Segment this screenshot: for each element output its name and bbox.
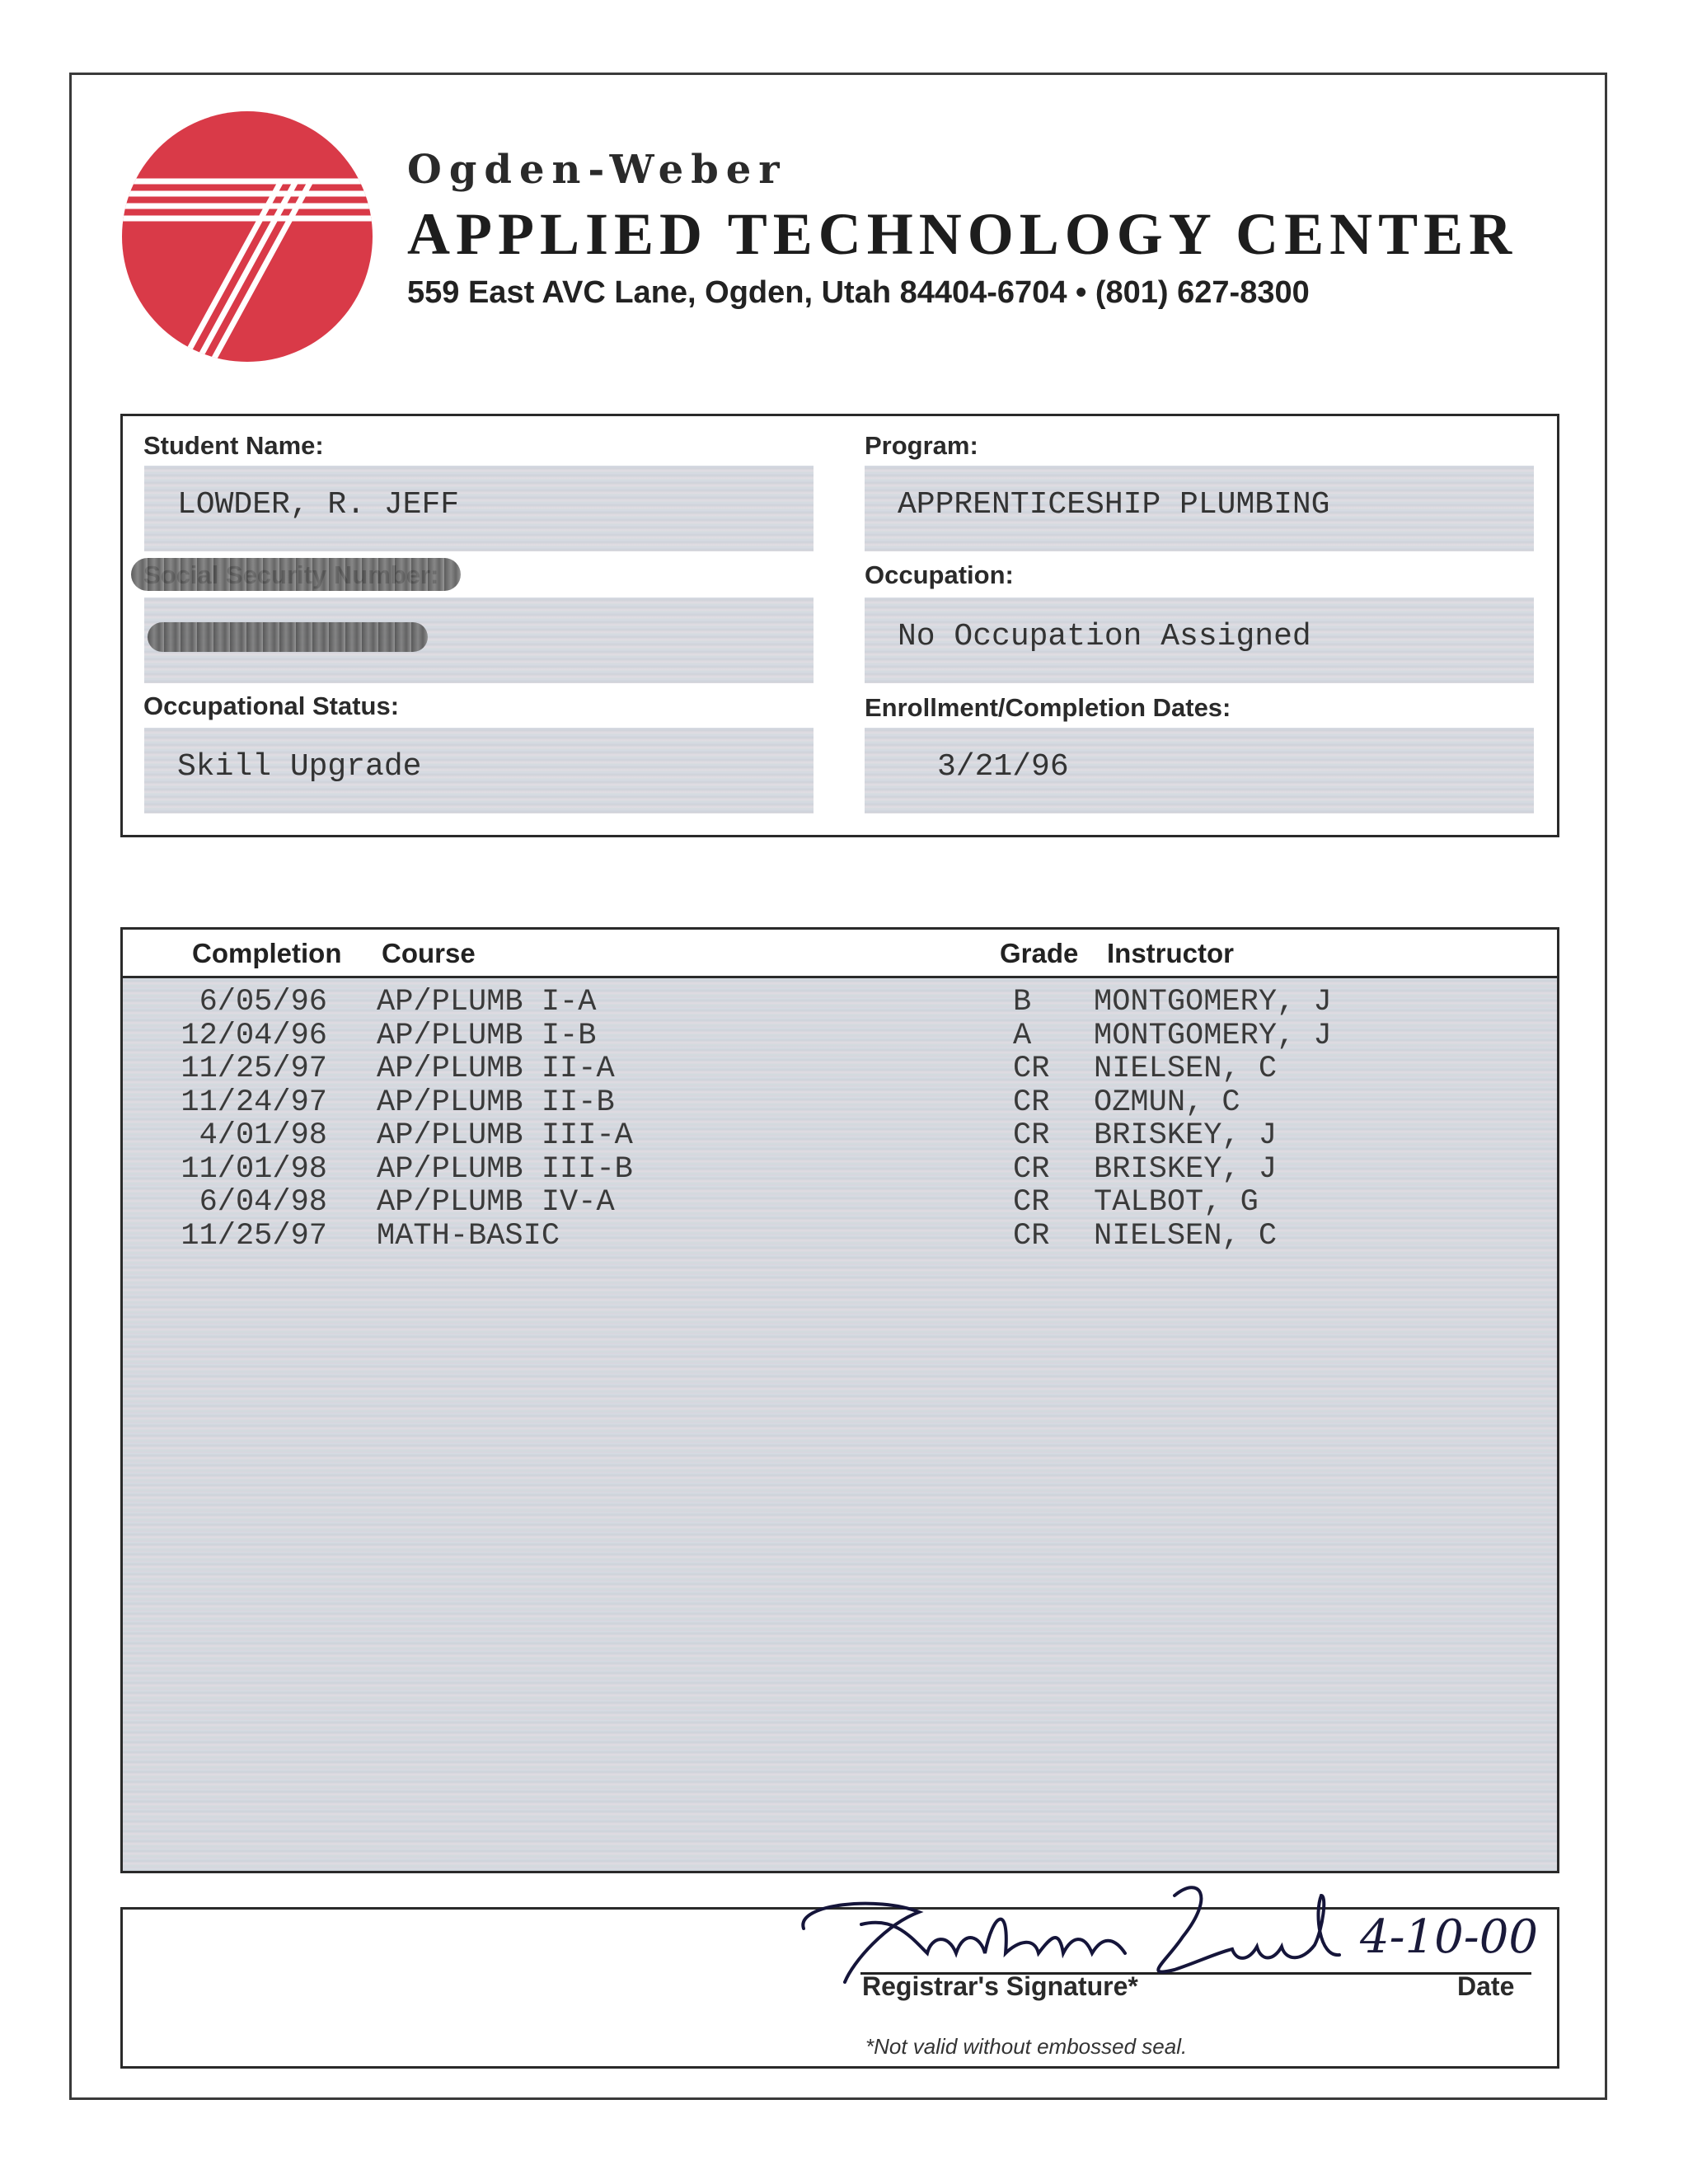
org-address: 559 East AVC Lane, Ogden, Utah 84404-6704 • (801) 627-8300 xyxy=(407,275,1310,310)
course-instructor: OZMUN, C xyxy=(1094,1085,1240,1120)
completion-date: 6/04/98 xyxy=(199,1185,327,1220)
completion-date: 6/05/96 xyxy=(199,985,327,1019)
course-grade: B xyxy=(1013,985,1032,1019)
col-grade: Grade xyxy=(1000,938,1079,968)
course-grade: CR xyxy=(1013,1151,1050,1187)
completion-date: 11/25/97 xyxy=(181,1052,327,1086)
col-course: Course xyxy=(382,938,476,968)
course-name: MATH-BASIC xyxy=(377,1218,560,1254)
course-grade: CR xyxy=(1013,1052,1050,1086)
course-name: AP/PLUMB I-B xyxy=(377,1018,597,1053)
student-name-value: LOWDER, R. JEFF xyxy=(144,466,814,551)
course-name: AP/PLUMB II-B xyxy=(377,1085,615,1120)
course-instructor: BRISKEY, J xyxy=(1094,1118,1278,1153)
course-instructor: NIELSEN, C xyxy=(1094,1218,1278,1254)
student-info-box xyxy=(120,414,1559,837)
occupation-label: Occupation: xyxy=(865,560,1014,589)
seal-note: *Not valid without embossed seal. xyxy=(865,2034,1188,2059)
registrar-signature xyxy=(787,1879,1414,1986)
occupational-status-label: Occupational Status: xyxy=(143,691,400,720)
table-row xyxy=(123,1185,1557,1219)
occupational-status-value: Skill Upgrade xyxy=(144,728,814,813)
completion-date: 11/01/98 xyxy=(181,1151,327,1187)
signature-date: 4-10-00 xyxy=(1360,1910,1538,1964)
table-row xyxy=(123,1219,1557,1253)
course-table-body xyxy=(123,978,1557,1871)
enrollment-dates-label: Enrollment/Completion Dates: xyxy=(865,693,1231,722)
registrar-signature-label: Registrar's Signature* xyxy=(862,1971,1138,2001)
course-name: AP/PLUMB I-A xyxy=(377,985,597,1019)
org-name-main: APPLIED TECHNOLOGY CENTER xyxy=(407,201,1518,267)
atc-logo-icon xyxy=(120,109,375,364)
course-instructor: MONTGOMERY, J xyxy=(1094,985,1332,1019)
course-instructor: BRISKEY, J xyxy=(1094,1151,1278,1187)
completion-date: 11/25/97 xyxy=(181,1218,327,1254)
course-instructor: NIELSEN, C xyxy=(1094,1052,1278,1086)
course-table xyxy=(120,927,1559,1873)
course-instructor: TALBOT, G xyxy=(1094,1185,1259,1220)
program-label: Program: xyxy=(865,431,978,460)
completion-date: 4/01/98 xyxy=(199,1118,327,1153)
table-row xyxy=(123,1118,1557,1152)
course-grade: A xyxy=(1013,1018,1032,1053)
ssn-value-redaction xyxy=(148,622,428,652)
program-value: APPRENTICESHIP PLUMBING xyxy=(865,466,1534,551)
course-grade: CR xyxy=(1013,1218,1050,1254)
date-label: Date xyxy=(1457,1971,1515,2001)
completion-date: 12/04/96 xyxy=(181,1018,327,1053)
course-instructor: MONTGOMERY, J xyxy=(1094,1018,1332,1053)
ssn-label-redaction xyxy=(131,558,461,591)
course-name: AP/PLUMB IV-A xyxy=(377,1185,615,1220)
course-table-header xyxy=(123,930,1557,978)
table-row xyxy=(123,985,1557,1019)
completion-date: 11/24/97 xyxy=(181,1085,327,1120)
org-name-small: Ogden-Weber xyxy=(407,147,787,193)
course-grade: CR xyxy=(1013,1185,1050,1220)
table-row xyxy=(123,1085,1557,1119)
course-name: AP/PLUMB II-A xyxy=(377,1052,615,1086)
table-row xyxy=(123,1052,1557,1085)
course-grade: CR xyxy=(1013,1118,1050,1153)
col-completion: Completion xyxy=(192,938,342,968)
table-row xyxy=(123,1019,1557,1052)
enrollment-dates-value: 3/21/96 xyxy=(865,728,1534,813)
table-row xyxy=(123,1152,1557,1186)
course-name: AP/PLUMB III-B xyxy=(377,1151,633,1187)
student-name-label: Student Name: xyxy=(143,431,324,460)
course-name: AP/PLUMB III-A xyxy=(377,1118,633,1153)
occupation-value: No Occupation Assigned xyxy=(865,598,1534,683)
col-instructor: Instructor xyxy=(1107,938,1235,968)
course-grade: CR xyxy=(1013,1085,1050,1120)
